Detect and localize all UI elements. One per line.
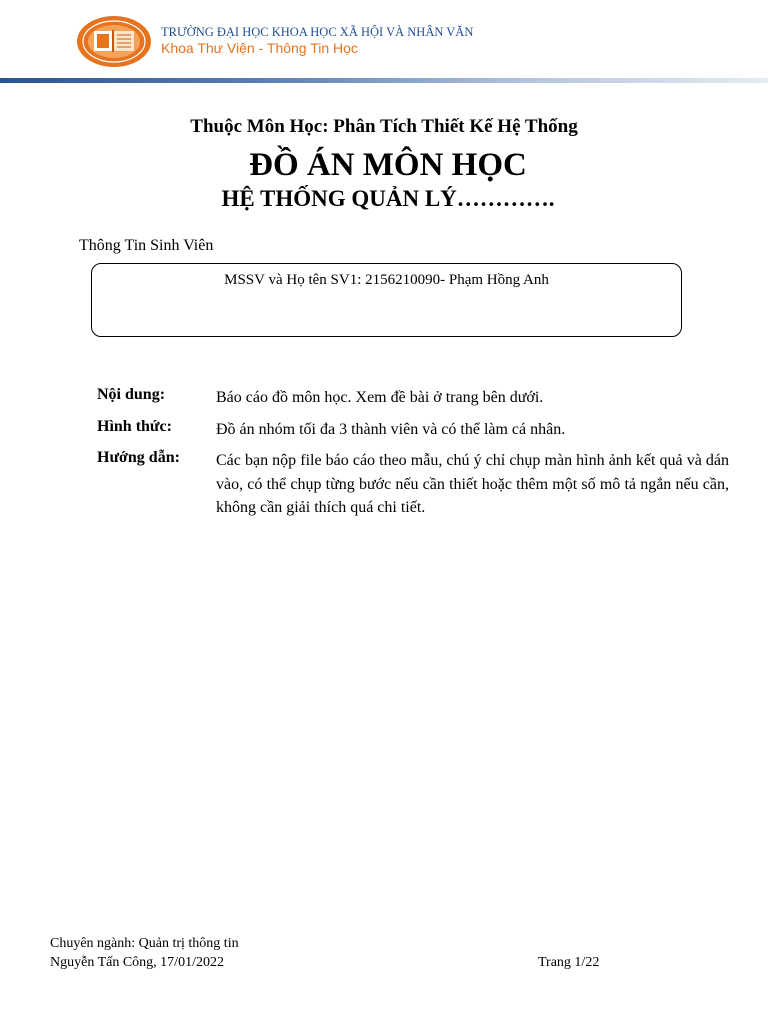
assignment-info <box>97 386 729 528</box>
footer-major: Chuyên ngành: Quản trị thông tin <box>50 936 239 951</box>
info-row-instructions <box>97 449 729 520</box>
footer-author-date: Nguyễn Tấn Công, 17/01/2022 <box>50 955 224 970</box>
info-label: Hình thức: <box>97 417 172 435</box>
info-label: Nội dung: <box>97 386 166 403</box>
info-value: Các bạn nộp file báo cáo theo mẫu, chú ý chỉ chụp màn hình ảnh kết quả và dán vào, có thể chụp từng bước nếu cần thiết hoặc thêm một số mô tả ngắn nếu cần, không cần giải thích quá chi tiết. <box>216 452 729 516</box>
header-divider <box>0 78 768 83</box>
student-info-heading: Thông Tin Sinh Viên <box>79 237 214 254</box>
page-number: Trang 1/22 <box>538 955 600 970</box>
course-name: Thuộc Môn Học: Phân Tích Thiết Kế Hệ Thống <box>190 116 578 137</box>
info-value: Đồ án nhóm tối đa 3 thành viên và có thể làm cá nhân. <box>216 420 566 438</box>
info-row-format <box>97 418 729 442</box>
info-row-content <box>97 386 729 410</box>
student-id-name: MSSV và Họ tên SV1: 2156210090- Phạm Hồng Anh <box>224 272 549 288</box>
info-value: Báo cáo đồ môn học. Xem đề bài ở trang bên dưới. <box>216 389 544 406</box>
student-info-box <box>91 263 682 337</box>
university-seal-book-icon <box>76 15 152 68</box>
document-subtitle: HỆ THỐNG QUẢN LÝ…………. <box>221 186 555 211</box>
faculty-name: Khoa Thư Viện - Thông Tin Học <box>161 40 358 56</box>
university-logo <box>76 15 152 68</box>
info-label: Hướng dẫn: <box>97 449 180 466</box>
document-title: ĐỒ ÁN MÔN HỌC <box>249 147 527 183</box>
university-name: TRƯỜNG ĐẠI HỌC KHOA HỌC XÃ HỘI VÀ NHÂN VĂN <box>161 25 474 39</box>
